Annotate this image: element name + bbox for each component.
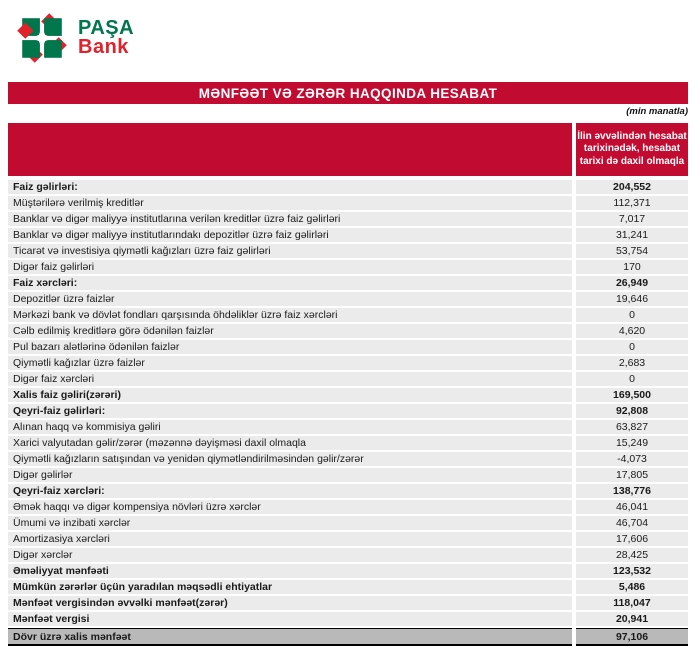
- row-label: Əməliyyat mənfəəti: [8, 564, 572, 578]
- table-row: [8, 596, 688, 610]
- row-label: Mümkün zərərlər üçün yaradılan məqsədli ehtiyatlar: [8, 580, 572, 594]
- table-row: [8, 452, 688, 466]
- table-row: [8, 228, 688, 242]
- row-value: 170: [576, 260, 688, 274]
- row-value: 7,017: [576, 212, 688, 226]
- table-row: [8, 484, 688, 498]
- row-value: 0: [576, 308, 688, 322]
- row-label: Dövr üzrə xalis mənfəət: [8, 628, 572, 646]
- row-label: Qiymətli kağızlar üzrə faizlər: [8, 356, 572, 370]
- row-value: 2,683: [576, 356, 688, 370]
- table-row: [8, 580, 688, 594]
- row-label: Mərkəzi bank və dövlət fondları qarşısında öhdəliklər üzrə faiz xərcləri: [8, 308, 572, 322]
- table-header-value-cell: İlin əvvəlindən hesabat tarixinədək, hesabat tarixi də daxil olmaqla: [576, 123, 688, 176]
- row-value: 204,552: [576, 180, 688, 194]
- table-row: [8, 180, 688, 194]
- table-row: [8, 628, 688, 646]
- row-value: 17,606: [576, 532, 688, 546]
- row-value: 31,241: [576, 228, 688, 242]
- pasha-bank-logo: [17, 13, 134, 63]
- row-label: Pul bazarı alətlərinə ödənilən faizlər: [8, 340, 572, 354]
- row-value: 28,425: [576, 548, 688, 562]
- table-row: [8, 372, 688, 386]
- table-header-label-cell: [8, 123, 572, 176]
- table-row: [8, 564, 688, 578]
- table-row: [8, 468, 688, 482]
- profit-loss-table: [8, 123, 688, 646]
- pasha-bank-emblem-icon: [17, 13, 67, 63]
- row-label: Banklar və digər maliyyə institutlarına verilən kreditlər üzrə faiz gəlirləri: [8, 212, 572, 226]
- row-value: 20,941: [576, 612, 688, 626]
- row-value: 118,047: [576, 596, 688, 610]
- row-label: Qeyri-faiz gəlirləri:: [8, 404, 572, 418]
- table-row: [8, 244, 688, 258]
- table-row: [8, 404, 688, 418]
- row-value: 26,949: [576, 276, 688, 290]
- row-label: Faiz gəlirləri:: [8, 180, 572, 194]
- table-row: [8, 260, 688, 274]
- table-row: [8, 516, 688, 530]
- row-value: 97,106: [576, 628, 688, 646]
- row-value: 15,249: [576, 436, 688, 450]
- table-row: [8, 212, 688, 226]
- table-row: [8, 532, 688, 546]
- table-body: [8, 180, 688, 646]
- row-label: Depozitlər üzrə faizlər: [8, 292, 572, 306]
- row-value: 63,827: [576, 420, 688, 434]
- table-row: [8, 500, 688, 514]
- logo-word-bank: Bank: [78, 36, 129, 58]
- pasha-bank-wordmark: [78, 19, 134, 57]
- row-value: 123,532: [576, 564, 688, 578]
- row-value: 4,620: [576, 324, 688, 338]
- row-label: Ümumi və inzibati xərclər: [8, 516, 572, 530]
- row-value: 112,371: [576, 196, 688, 210]
- row-label: Digər xərclər: [8, 548, 572, 562]
- row-value: 19,646: [576, 292, 688, 306]
- row-value: 5,486: [576, 580, 688, 594]
- table-header-row: [8, 123, 688, 176]
- unit-note: (min manatla): [626, 106, 688, 117]
- table-row: [8, 196, 688, 210]
- row-label: Qeyri-faiz xərcləri:: [8, 484, 572, 498]
- row-label: Xarici valyutadan gəlir/zərər (məzənnə dəyişməsi daxil olmaqla: [8, 436, 572, 450]
- table-row: [8, 436, 688, 450]
- table-row: [8, 356, 688, 370]
- row-label: Digər faiz gəlirləri: [8, 260, 572, 274]
- row-value: 46,041: [576, 500, 688, 514]
- row-label: Alınan haqq və kommisiya gəliri: [8, 420, 572, 434]
- row-label: Müştərilərə verilmiş kreditlər: [8, 196, 572, 210]
- table-row: [8, 276, 688, 290]
- logo-word-pasa: PAŞA: [78, 17, 135, 39]
- row-label: Qiymətli kağızların satışından və yenidən qiymətləndirilməsindən gəlir/zərər: [8, 452, 572, 466]
- row-label: Faiz xərcləri:: [8, 276, 572, 290]
- row-label: Ticarət və investisiya qiymətli kağızları üzrə faiz gəlirləri: [8, 244, 572, 258]
- table-row: [8, 308, 688, 322]
- row-label: Mənfəət vergisi: [8, 612, 572, 626]
- row-label: Mənfəət vergisindən əvvəlki mənfəət(zərər): [8, 596, 572, 610]
- row-value: 169,500: [576, 388, 688, 402]
- row-value: -4,073: [576, 452, 688, 466]
- table-row: [8, 292, 688, 306]
- row-label: Banklar və digər maliyyə institutlarındakı depozitlər üzrə faiz gəlirləri: [8, 228, 572, 242]
- row-value: 0: [576, 372, 688, 386]
- row-value: 17,805: [576, 468, 688, 482]
- table-row: [8, 388, 688, 402]
- row-value: 0: [576, 340, 688, 354]
- row-value: 92,808: [576, 404, 688, 418]
- table-row: [8, 612, 688, 626]
- row-value: 53,754: [576, 244, 688, 258]
- table-row: [8, 420, 688, 434]
- row-value: 46,704: [576, 516, 688, 530]
- table-row: [8, 340, 688, 354]
- row-label: Amortizasiya xərcləri: [8, 532, 572, 546]
- row-label: Cəlb edilmiş kreditlərə görə ödənilən faizlər: [8, 324, 572, 338]
- row-label: Əmək haqqı və digər kompensiya növləri üzrə xərclər: [8, 500, 572, 514]
- table-row: [8, 324, 688, 338]
- row-value: 138,776: [576, 484, 688, 498]
- row-label: Xalis faiz gəliri(zərəri): [8, 388, 572, 402]
- row-label: Digər gəlirlər: [8, 468, 572, 482]
- table-row: [8, 548, 688, 562]
- report-title: MƏNFƏƏT VƏ ZƏRƏR HAQQINDA HESABAT: [198, 85, 498, 101]
- report-title-bar: [8, 82, 688, 104]
- row-label: Digər faiz xərcləri: [8, 372, 572, 386]
